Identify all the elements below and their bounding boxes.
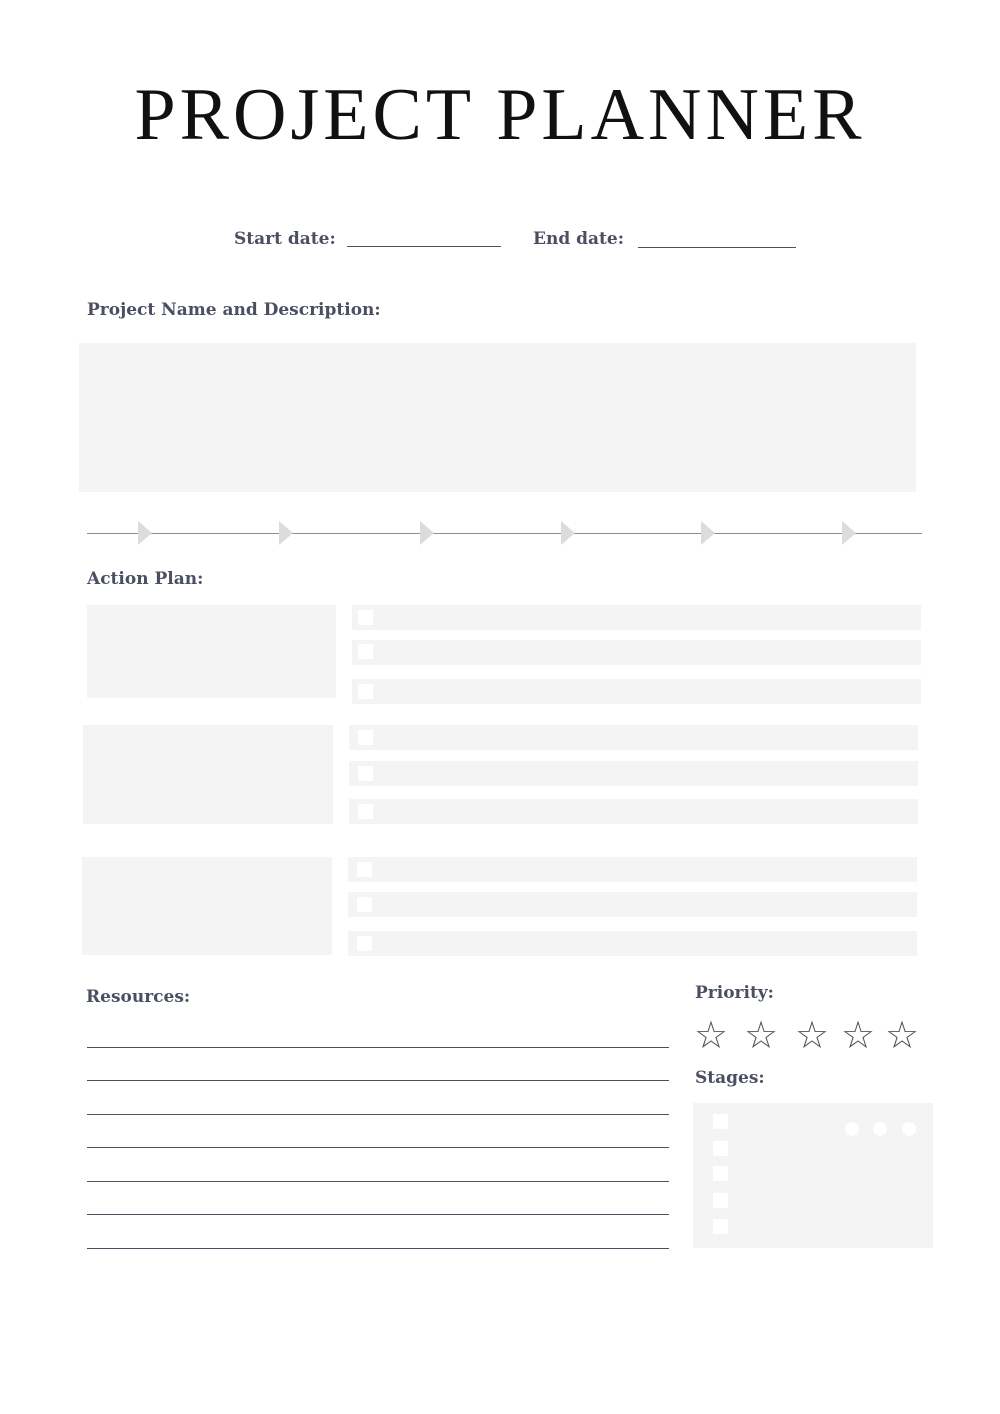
stage-checkbox[interactable] [713,1114,728,1129]
resource-line[interactable] [87,1147,669,1148]
action-task-row[interactable] [352,640,921,665]
timeline-arrow-icon [561,521,575,545]
stages-label: Stages: [695,1068,765,1088]
star-icon[interactable]: ☆ [795,1013,830,1057]
start-date-label: Start date: [234,229,336,249]
action-task-row[interactable] [349,761,918,786]
end-date-label: End date: [533,229,624,249]
dot-icon [873,1122,887,1136]
priority-stars [694,1013,934,1057]
resource-line[interactable] [87,1214,669,1215]
timeline-arrow-icon [420,521,434,545]
action-plan-label: Action Plan: [87,569,204,589]
stage-checkbox[interactable] [713,1193,728,1208]
resource-line[interactable] [87,1181,669,1182]
checkbox[interactable] [357,862,372,877]
action-task-row[interactable] [352,605,921,630]
star-icon[interactable]: ☆ [744,1013,779,1057]
action-plan-goal-box[interactable] [87,605,336,698]
start-date-field[interactable] [347,246,501,247]
stage-checkbox[interactable] [713,1141,728,1156]
action-task-row[interactable] [349,799,918,824]
timeline-arrow-icon [842,521,856,545]
stages-box[interactable] [693,1103,933,1248]
end-date-field[interactable] [638,247,796,248]
action-task-row[interactable] [349,725,918,750]
checkbox[interactable] [357,936,372,951]
resource-line[interactable] [87,1080,669,1081]
resource-line[interactable] [87,1114,669,1115]
description-label: Project Name and Description: [87,300,381,320]
action-task-row[interactable] [348,857,917,882]
star-icon[interactable]: ☆ [841,1013,876,1057]
priority-label: Priority: [695,983,774,1003]
action-plan-goal-box[interactable] [83,725,333,824]
checkbox[interactable] [358,610,373,625]
dot-icon [902,1122,916,1136]
checkbox[interactable] [358,644,373,659]
resources-label: Resources: [86,987,191,1007]
checkbox[interactable] [358,766,373,781]
timeline [87,533,922,534]
description-box[interactable] [79,343,916,492]
stage-checkbox[interactable] [713,1166,728,1181]
action-task-row[interactable] [352,679,921,704]
action-task-row[interactable] [348,931,917,956]
checkbox[interactable] [357,897,372,912]
resource-line[interactable] [87,1047,669,1048]
page-title: PROJECT PLANNER [134,74,866,156]
timeline-arrow-icon [701,521,715,545]
checkbox[interactable] [358,804,373,819]
action-plan-goal-box[interactable] [82,857,332,955]
checkbox[interactable] [358,684,373,699]
star-icon[interactable]: ☆ [885,1013,920,1057]
dot-icon [845,1122,859,1136]
stage-checkbox[interactable] [713,1219,728,1234]
resource-line[interactable] [87,1248,669,1249]
star-icon[interactable]: ☆ [694,1013,729,1057]
timeline-arrow-icon [279,521,293,545]
timeline-arrow-icon [138,521,152,545]
checkbox[interactable] [358,730,373,745]
action-task-row[interactable] [348,892,917,917]
